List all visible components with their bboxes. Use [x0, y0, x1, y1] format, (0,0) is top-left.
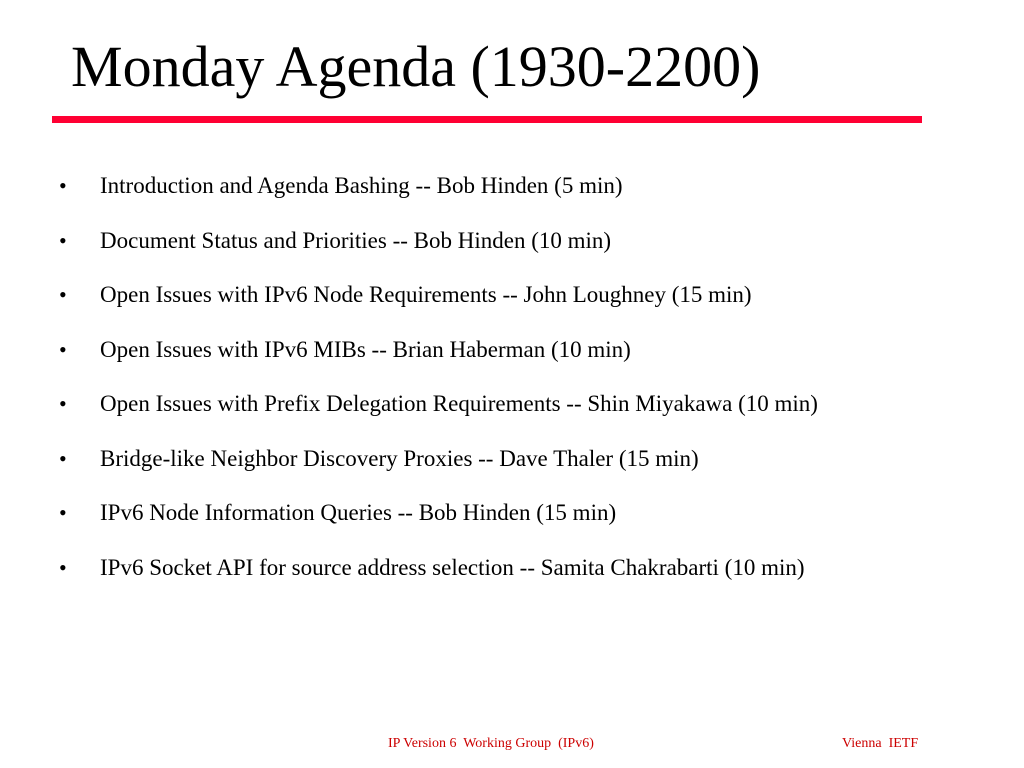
bullet-icon: • — [59, 391, 67, 416]
footer-meeting-location: Vienna IETF — [842, 736, 919, 751]
agenda-item-text: IPv6 Node Information Queries -- Bob Hinden (15 min) — [100, 500, 617, 525]
agenda-item-text: Introduction and Agenda Bashing -- Bob Hinden (5 min) — [100, 173, 623, 198]
agenda-item-text: Document Status and Priorities -- Bob Hinden (10 min) — [100, 227, 612, 253]
agenda-item-text: Open Issues with Prefix Delegation Requirements -- Shin Miyakawa (10 min) — [100, 391, 818, 416]
bullet-icon: • — [59, 282, 67, 307]
agenda-item-text: Open Issues with IPv6 MIBs -- Brian Haberman (10 min) — [100, 336, 631, 362]
bullet-icon: • — [59, 500, 67, 525]
title-underline-rule — [52, 116, 922, 123]
bullet-icon: • — [59, 554, 67, 580]
agenda-item-text: IPv6 Socket API for source address selection -- Samita Chakrabarti (10 min) — [100, 554, 805, 580]
agenda-item-text: Bridge-like Neighbor Discovery Proxies -- Dave Thaler (15 min) — [100, 445, 699, 471]
agenda-item-text: Open Issues with IPv6 Node Requirements -- John Loughney (15 min) — [100, 282, 752, 307]
slide-title: Monday Agenda (1930-2200) — [71, 34, 761, 99]
bullet-icon: • — [59, 336, 67, 362]
bullet-icon: • — [59, 173, 67, 198]
footer-working-group: IP Version 6 Working Group (IPv6) — [388, 736, 594, 751]
bullet-icon: • — [59, 227, 67, 253]
bullet-icon: • — [59, 445, 67, 471]
